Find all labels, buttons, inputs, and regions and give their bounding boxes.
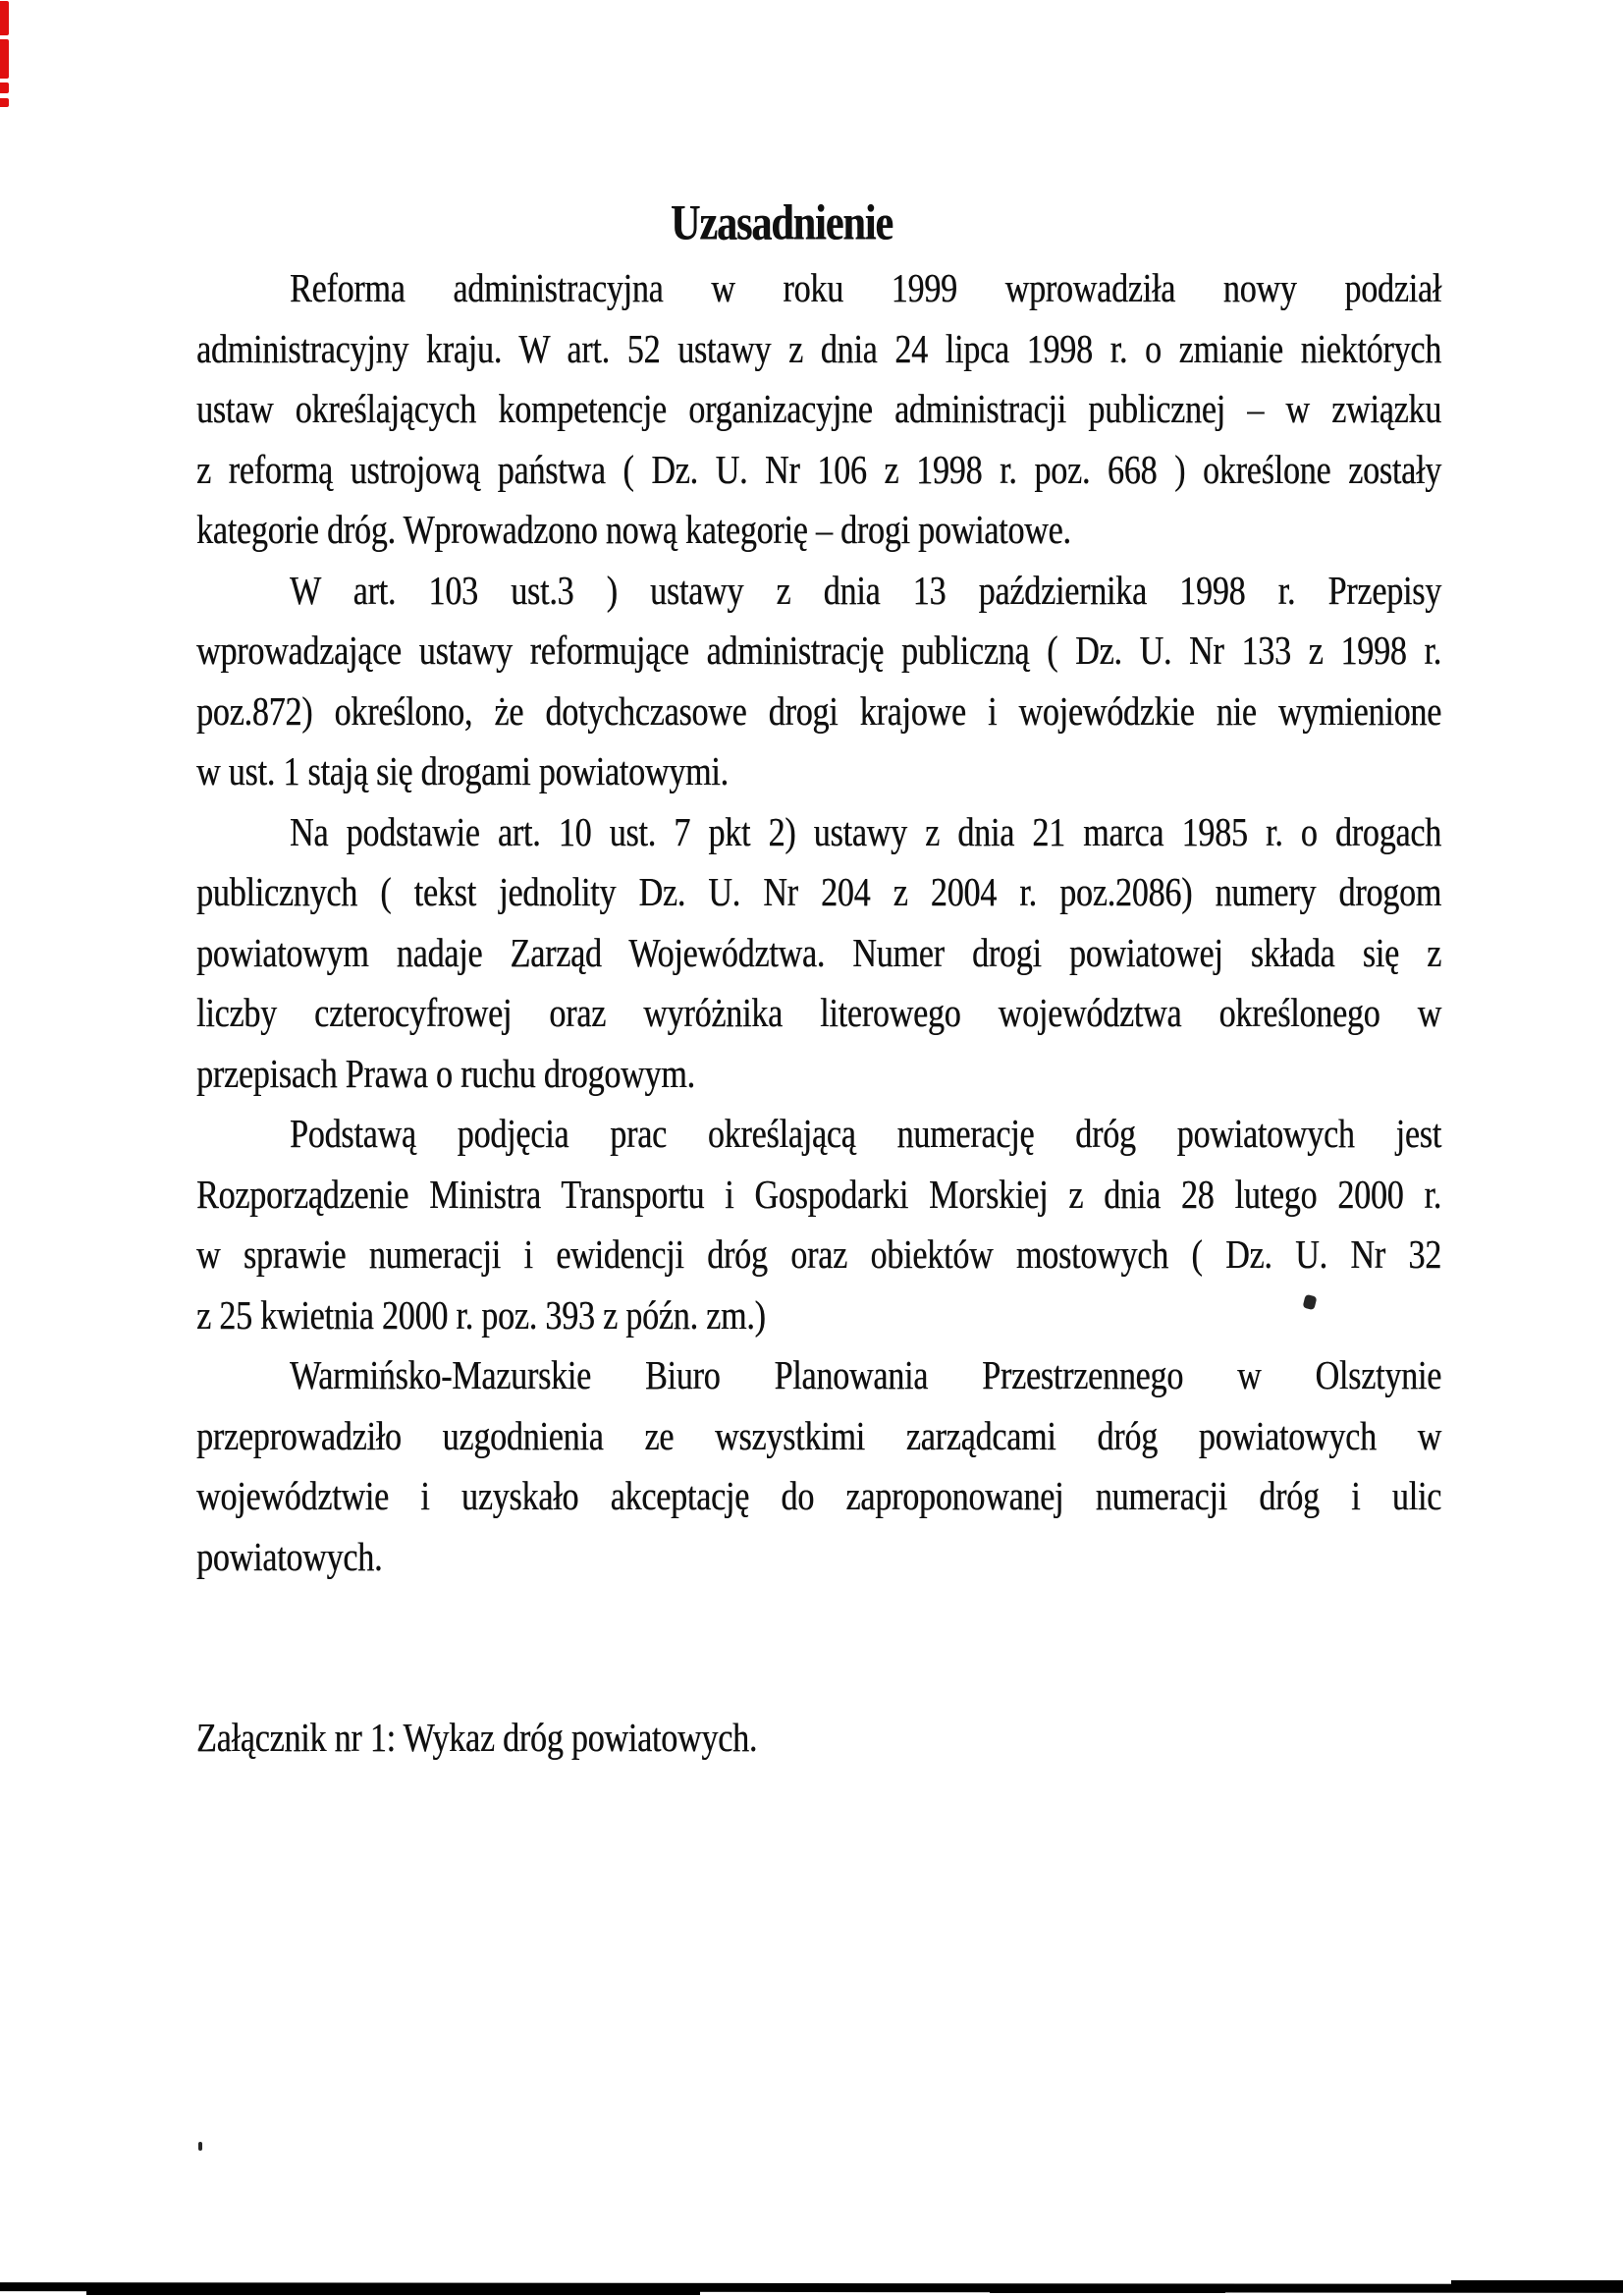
text-line: Warmińsko-Mazurskie Biuro Planowania Przestrzennego w Olsztynie bbox=[290, 1354, 1441, 1398]
text-line: W art. 103 ust.3 ) ustawy z dnia 13 października 1998 r. Przepisy bbox=[290, 569, 1441, 614]
text-line: publicznych ( tekst jednolity Dz. U. Nr 204 z 2004 r. poz.2086) numery drogom bbox=[196, 871, 1441, 915]
text-line: przeprowadziło uzgodnienia ze wszystkimi zarządcami dróg powiatowych w bbox=[196, 1414, 1441, 1459]
text-line: przepisach Prawa o ruchu drogowym. bbox=[196, 1052, 695, 1097]
paragraph bbox=[196, 556, 1441, 797]
document-body bbox=[196, 253, 1441, 1582]
text-line: Reforma administracyjna w roku 1999 wprowadziła nowy podział bbox=[290, 267, 1441, 311]
red-edge-mark bbox=[0, 1, 9, 35]
text-line: ustaw określających kompetencje organizacyjne administracji publicznej – w związku bbox=[196, 388, 1441, 432]
text-line: powiatowym nadaje Zarząd Województwa. Numer drogi powiatowej składa się z bbox=[196, 931, 1441, 976]
paragraph bbox=[196, 1099, 1441, 1340]
paragraph bbox=[196, 253, 1441, 556]
text-line: kategorie dróg. Wprowadzono nową kategorię – drogi powiatowe. bbox=[196, 509, 1071, 553]
text-line: z reformą ustrojową państwa ( Dz. U. Nr 106 z 1998 r. poz. 668 ) określone zostały bbox=[196, 448, 1441, 493]
attachment-note: Załącznik nr 1: Wykaz dróg powiatowych. bbox=[196, 1717, 758, 1761]
text-line: Na podstawie art. 10 ust. 7 pkt 2) ustawy z dnia 21 marca 1985 r. o drogach bbox=[290, 810, 1441, 855]
text-line: z 25 kwietnia 2000 r. poz. 393 z późn. zm.) bbox=[196, 1293, 766, 1339]
text-line: województwie i uzyskało akceptację do zaproponowanej numeracji dróg i ulic bbox=[196, 1475, 1441, 1519]
text-line: poz.872) określono, że dotychczasowe drogi krajowe i wojewódzkie nie wymienione bbox=[196, 689, 1441, 735]
paragraph bbox=[196, 797, 1441, 1100]
text-line: w sprawie numeracji i ewidencji dróg oraz obiektów mostowych ( Dz. U. Nr 32 bbox=[196, 1233, 1441, 1278]
scan-bar-segment bbox=[86, 2291, 700, 2295]
text-line: administracyjny kraju. W art. 52 ustawy z dnia 24 lipca 1998 r. o zmianie niektórych bbox=[196, 327, 1441, 372]
scan-bar-segment bbox=[990, 2289, 1225, 2293]
text-line: powiatowych. bbox=[196, 1535, 383, 1580]
scan-speck bbox=[198, 2142, 202, 2151]
text-line: wprowadzające ustawy reformujące administrację publiczną ( Dz. U. Nr 133 z 1998 r. bbox=[196, 629, 1441, 674]
text-line: Podstawą podjęcia prac określającą numerację dróg powiatowych jest bbox=[290, 1113, 1441, 1157]
red-edge-mark bbox=[0, 98, 9, 107]
scan-bar-segment bbox=[1451, 2280, 1623, 2286]
text-line: liczby czterocyfrowej oraz wyróżnika literowego województwa określonego w bbox=[196, 992, 1441, 1036]
document bbox=[196, 189, 1441, 1764]
text-line: Rozporządzenie Ministra Transportu i Gospodarki Morskiej z dnia 28 lutego 2000 r. bbox=[196, 1173, 1441, 1218]
page-title: Uzasadnienie bbox=[670, 196, 893, 251]
text-line: w ust. 1 stają się drogami powiatowymi. bbox=[196, 750, 729, 794]
red-edge-mark bbox=[0, 39, 9, 79]
paragraph bbox=[196, 1340, 1441, 1582]
red-edge-mark bbox=[0, 82, 9, 93]
